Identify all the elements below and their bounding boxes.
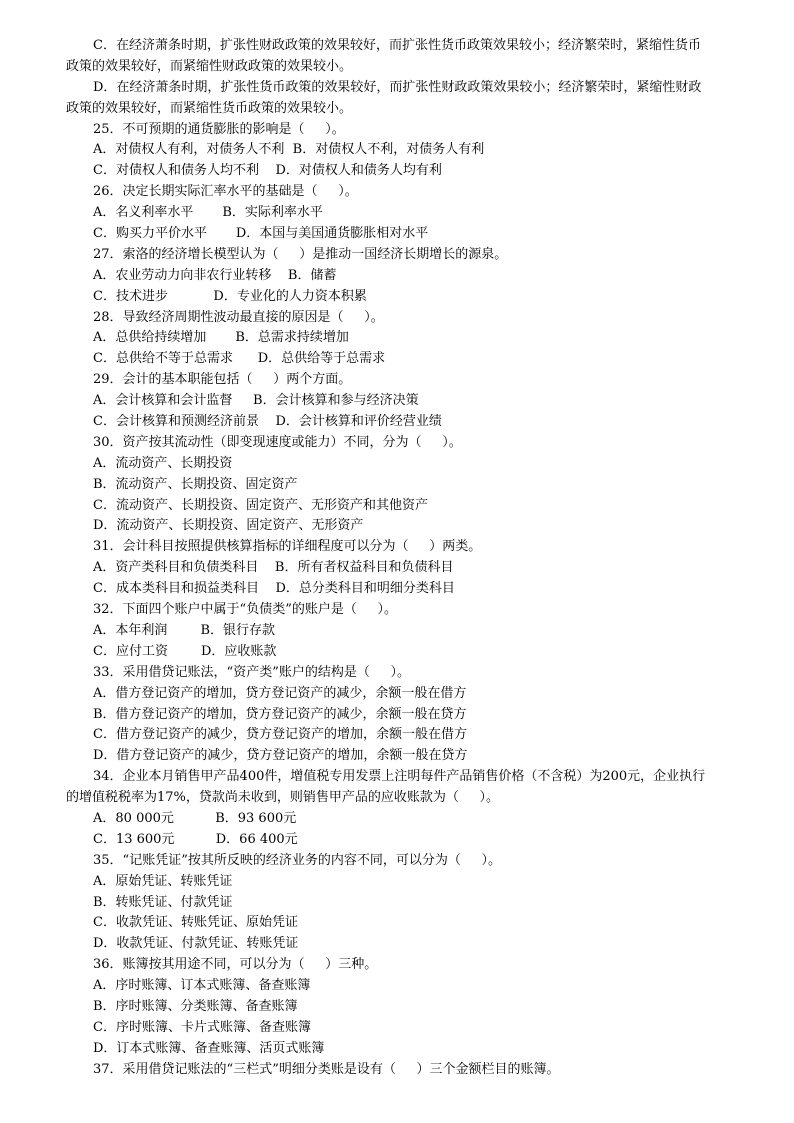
text-line: 35．“记账凭证”按其所反映的经济业务的内容不同，可以分为（ ）。 [93, 852, 501, 868]
text-line: D．流动资产、长期投资、固定资产、无形资产 [93, 518, 364, 534]
text-line: C．在经济萧条时期，扩张性财政政策的效果较好，而扩张性货币政策效果较小；经济繁荣时，紧缩性货币 [93, 38, 701, 53]
text-line: B．序时账簿、分类账簿、备查账簿 [93, 998, 298, 1014]
text-line: D．订本式账簿、备查账簿、活页式账簿 [93, 1040, 325, 1056]
text-line: 30．资产按其流动性（即变现速度或能力）不同，分为（ ）。 [93, 434, 462, 450]
text-line: C．13 600元 D．66 400元 [93, 831, 298, 847]
text-line: A．本年利润 B．银行存款 [93, 622, 276, 638]
text-line: C．会计核算和预测经济前景 D．会计核算和评价经营业绩 [93, 414, 442, 430]
text-line: C．应付工资 D．应收账款 [93, 643, 277, 659]
text-line: A．对债权人有利，对债务人不利 B．对债权人不利，对债务人有利 [93, 142, 485, 158]
text-line: A．名义利率水平 B．实际利率水平 [93, 205, 323, 221]
text-line: 34．企业本月销售甲产品400件，增值税专用发票上注明每件产品销售价格（不含税）为200元，企业执行 [93, 769, 706, 785]
text-line: 29．会计的基本职能包括（ ）两个方面。 [93, 372, 352, 388]
text-line: 政策的效果较好，而紧缩性财政政策的效果较小。 [66, 58, 353, 74]
text-line: 37．采用借贷记账法的“三栏式”明细分类账是设有（ ）三个金额栏目的账簿。 [93, 1061, 560, 1077]
text-line: A．80 000元 B．93 600元 [93, 810, 297, 826]
text-line: 32．下面四个账户中属于“负债类”的账户是（ ）。 [93, 602, 397, 618]
text-line: B．借方登记资产的增加，贷方登记资产的减少，余额一般在贷方 [93, 706, 467, 722]
text-line: A．总供给持续增加 B．总需求持续增加 [93, 330, 349, 346]
text-line: A．借方登记资产的增加，贷方登记资产的减少，余额一般在借方 [93, 685, 467, 701]
text-line: A．序时账簿、订本式账簿、备查账簿 [93, 978, 311, 994]
text-line: A．会计核算和会计监督 B．会计核算和参与经济决策 [93, 393, 419, 409]
text-line: 33．采用借贷记账法，“资产类”账户的结构是（ ）。 [93, 664, 410, 680]
text-line: 31．会计科目按照提供核算指标的详细程度可以分为（ ）两类。 [93, 539, 482, 555]
text-line: 26．决定长期实际汇率水平的基础是（ ）。 [93, 184, 358, 200]
text-line: C．对债权人和债务人均不利 D．对债权人和债务人均有利 [93, 163, 442, 179]
text-line: C．购买力平价水平 D．本国与美国通货膨胀相对水平 [93, 226, 429, 242]
document-page [0, 36, 794, 1081]
text-line: C．流动资产、长期投资、固定资产、无形资产和其他资产 [93, 497, 428, 513]
text-line: B．流动资产、长期投资、固定资产 [93, 476, 298, 492]
text-line: C．序时账簿、卡片式账簿、备查账簿 [93, 1019, 311, 1035]
text-line: C．成本类科目和损益类科目 D．总分类科目和明细分类科目 [93, 581, 455, 597]
text-line: 28．导致经济周期性波动最直接的原因是（ ）。 [93, 309, 384, 325]
text-line: 25．不可预期的通货膨胀的影响是（ ）。 [93, 121, 345, 137]
text-line: 的增值税税率为17%，贷款尚未收到，则销售甲产品的应收账款为（ ）。 [66, 790, 500, 806]
text-line: A．流动资产、长期投资 [93, 455, 233, 471]
text-line: D．借方登记资产的减少，贷方登记资产的增加，余额一般在贷方 [93, 748, 468, 764]
text-line: A．原始凭证、转账凭证 [93, 873, 233, 889]
text-line: 27．索洛的经济增长模型认为（ ）是推动一国经济长期增长的源泉。 [93, 246, 508, 262]
text-line: 36．账簿按其用途不同，可以分为（ ）三种。 [93, 957, 378, 973]
text-line: C．总供给不等于总需求 D．总供给等于总需求 [93, 351, 386, 367]
text-line: A．资产类科目和负债类科目 B．所有者权益科目和负债科目 [93, 560, 454, 576]
text-line: D．收款凭证、付款凭证、转账凭证 [93, 936, 299, 952]
text-line: 政策的效果较好，而紧缩性货币政策的效果较小。 [66, 100, 353, 116]
text-line: C．借方登记资产的减少，贷方登记资产的增加，余额一般在借方 [93, 727, 467, 743]
text-line: C．技术进步 D．专业化的人力资本积累 [93, 288, 367, 304]
text-line: D．在经济萧条时期，扩张性货币政策的效果较好，而扩张性财政政策效果较小；经济繁荣时，紧缩性财政 [93, 79, 702, 95]
text-line: C．收款凭证、转账凭证、原始凭证 [93, 915, 298, 931]
text-line: B．转账凭证、付款凭证 [93, 894, 233, 910]
text-line: A．农业劳动力向非农行业转移 B．储蓄 [93, 267, 337, 283]
